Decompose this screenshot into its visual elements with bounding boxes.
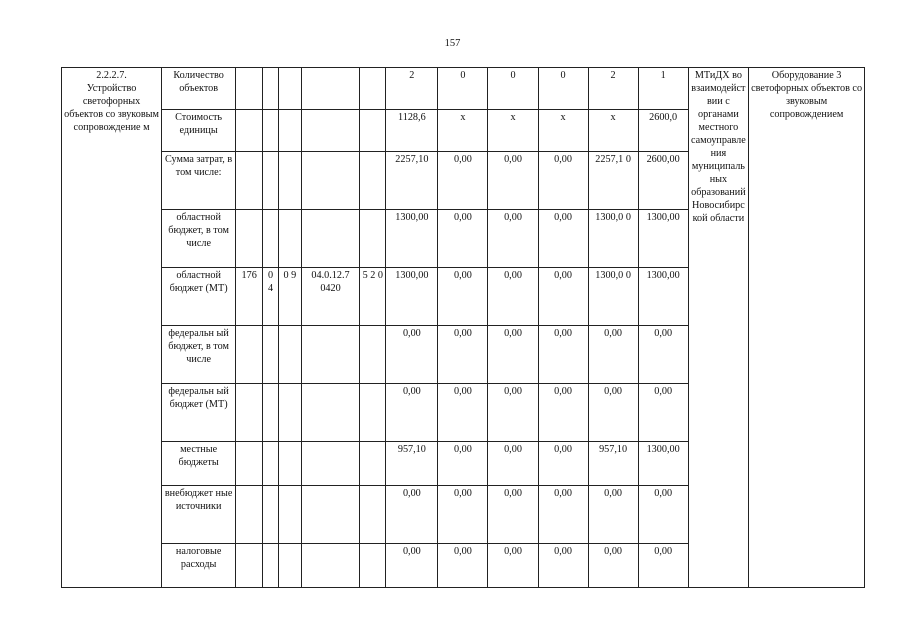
value-cell: 0,00 [538, 268, 588, 326]
value-cell: 0,00 [538, 210, 588, 268]
code-cell-rz [263, 68, 279, 110]
value-cell: 2600,0 [638, 110, 688, 152]
value-cell: 0,00 [588, 326, 638, 384]
value-cell: 1128,6 [386, 110, 438, 152]
value-cell: 0,00 [488, 544, 538, 588]
code-cell-pr [278, 442, 301, 486]
row-label: федеральн ый бюджет, в том числе [162, 326, 236, 384]
code-cell-grbs [236, 152, 263, 210]
value-cell: 0,00 [488, 268, 538, 326]
value-cell: 0,00 [386, 486, 438, 544]
code-csr: 04.0.12.7 0420 [301, 268, 359, 326]
code-cell-grbs [236, 384, 263, 442]
value-cell: 0,00 [488, 384, 538, 442]
code-vr: 5 2 0 [360, 268, 386, 326]
code-cell-grbs [236, 210, 263, 268]
budget-table [61, 67, 865, 588]
value-cell: 1300,00 [638, 210, 688, 268]
code-cell-vr [360, 210, 386, 268]
code-cell-vr [360, 544, 386, 588]
code-cell-grbs [236, 442, 263, 486]
code-cell-rz [263, 326, 279, 384]
code-cell-grbs [236, 68, 263, 110]
code-cell-rz [263, 544, 279, 588]
code-cell-csr [301, 68, 359, 110]
value-cell: 0,00 [588, 384, 638, 442]
value-cell: 0,00 [488, 152, 538, 210]
value-cell: 0,00 [438, 544, 488, 588]
value-cell: 0,00 [438, 442, 488, 486]
value-cell: 0,00 [438, 268, 488, 326]
value-cell: 2 [386, 68, 438, 110]
code-cell-csr [301, 486, 359, 544]
code-cell-pr [278, 210, 301, 268]
value-cell: 0,00 [438, 326, 488, 384]
row-label: налоговые расходы [162, 544, 236, 588]
value-cell: 1300,00 [386, 268, 438, 326]
value-cell: x [438, 110, 488, 152]
item-cell [62, 68, 162, 588]
value-cell: 1300,00 [386, 210, 438, 268]
code-cell-rz [263, 442, 279, 486]
code-cell-vr [360, 110, 386, 152]
code-cell-rz [263, 210, 279, 268]
value-cell: 0,00 [588, 544, 638, 588]
value-cell: 0,00 [438, 384, 488, 442]
value-cell: 0,00 [638, 544, 688, 588]
code-cell-vr [360, 326, 386, 384]
code-cell-csr [301, 152, 359, 210]
value-cell: 0,00 [638, 326, 688, 384]
row-label: федеральн ый бюджет (МТ) [162, 384, 236, 442]
value-cell: 0,00 [538, 384, 588, 442]
value-cell: x [488, 110, 538, 152]
code-cell-rz [263, 486, 279, 544]
value-cell: 1300,00 [638, 442, 688, 486]
row-label: Сумма затрат, в том числе: [162, 152, 236, 210]
row-label: внебюджет ные источники [162, 486, 236, 544]
code-cell-grbs [236, 486, 263, 544]
code-cell-vr [360, 384, 386, 442]
code-cell-pr [278, 384, 301, 442]
value-cell: 0,00 [538, 152, 588, 210]
code-cell-pr [278, 544, 301, 588]
value-cell: 957,10 [386, 442, 438, 486]
value-cell: 1300,00 [638, 268, 688, 326]
row-label: Количество объектов [162, 68, 236, 110]
code-pr: 0 9 [278, 268, 301, 326]
code-rz: 0 4 [263, 268, 279, 326]
code-cell-vr [360, 68, 386, 110]
row-label: областной бюджет, в том числе [162, 210, 236, 268]
value-cell: 2600,00 [638, 152, 688, 210]
code-cell-csr [301, 442, 359, 486]
code-cell-rz [263, 152, 279, 210]
result-cell: Оборудование 3 светофорных объектов со звуковым сопровождением [749, 68, 865, 588]
value-cell: 0,00 [488, 210, 538, 268]
value-cell: 1300,0 0 [588, 210, 638, 268]
value-cell: 0,00 [386, 326, 438, 384]
code-cell-rz [263, 384, 279, 442]
executor-cell: МТиДХ во взаимодейст вии с органами местного самоуправле ния муниципаль ных образований Новосибирс кой области [688, 68, 748, 588]
value-cell: 0,00 [386, 384, 438, 442]
value-cell: 0,00 [538, 326, 588, 384]
value-cell: 0,00 [538, 544, 588, 588]
value-cell: x [538, 110, 588, 152]
code-cell-csr [301, 326, 359, 384]
code-grbs: 176 [236, 268, 263, 326]
page-number: 157 [444, 38, 461, 49]
value-cell: 0,00 [438, 486, 488, 544]
code-cell-vr [360, 486, 386, 544]
code-cell-pr [278, 152, 301, 210]
code-cell-csr [301, 384, 359, 442]
value-cell: 0 [438, 68, 488, 110]
value-cell: 957,10 [588, 442, 638, 486]
value-cell: 0,00 [438, 210, 488, 268]
row-label: областной бюджет (МТ) [162, 268, 236, 326]
value-cell: 0,00 [438, 152, 488, 210]
value-cell: 2257,10 [386, 152, 438, 210]
code-cell-pr [278, 486, 301, 544]
value-cell: 0,00 [638, 384, 688, 442]
code-cell-vr [360, 152, 386, 210]
value-cell: 1 [638, 68, 688, 110]
value-cell: 0,00 [488, 326, 538, 384]
row-label: местные бюджеты [162, 442, 236, 486]
row-label: Стоимость единицы [162, 110, 236, 152]
value-cell: 2257,1 0 [588, 152, 638, 210]
code-cell-csr [301, 544, 359, 588]
item-name: Устройство светофорных объектов со звуковым сопровождение м [64, 83, 159, 133]
value-cell: 0,00 [538, 442, 588, 486]
code-cell-rz [263, 110, 279, 152]
item-code: 2.2.2.7. [96, 70, 127, 81]
code-cell-pr [278, 68, 301, 110]
code-cell-pr [278, 326, 301, 384]
value-cell: 0,00 [588, 486, 638, 544]
code-cell-csr [301, 210, 359, 268]
value-cell: 0 [488, 68, 538, 110]
value-cell: 0,00 [488, 486, 538, 544]
value-cell: 0,00 [638, 486, 688, 544]
value-cell: x [588, 110, 638, 152]
code-cell-grbs [236, 544, 263, 588]
code-cell-pr [278, 110, 301, 152]
table-row [62, 68, 865, 110]
value-cell: 0 [538, 68, 588, 110]
value-cell: 1300,0 0 [588, 268, 638, 326]
value-cell: 2 [588, 68, 638, 110]
code-cell-grbs [236, 326, 263, 384]
value-cell: 0,00 [488, 442, 538, 486]
value-cell: 0,00 [386, 544, 438, 588]
code-cell-csr [301, 110, 359, 152]
value-cell: 0,00 [538, 486, 588, 544]
code-cell-vr [360, 442, 386, 486]
code-cell-grbs [236, 110, 263, 152]
